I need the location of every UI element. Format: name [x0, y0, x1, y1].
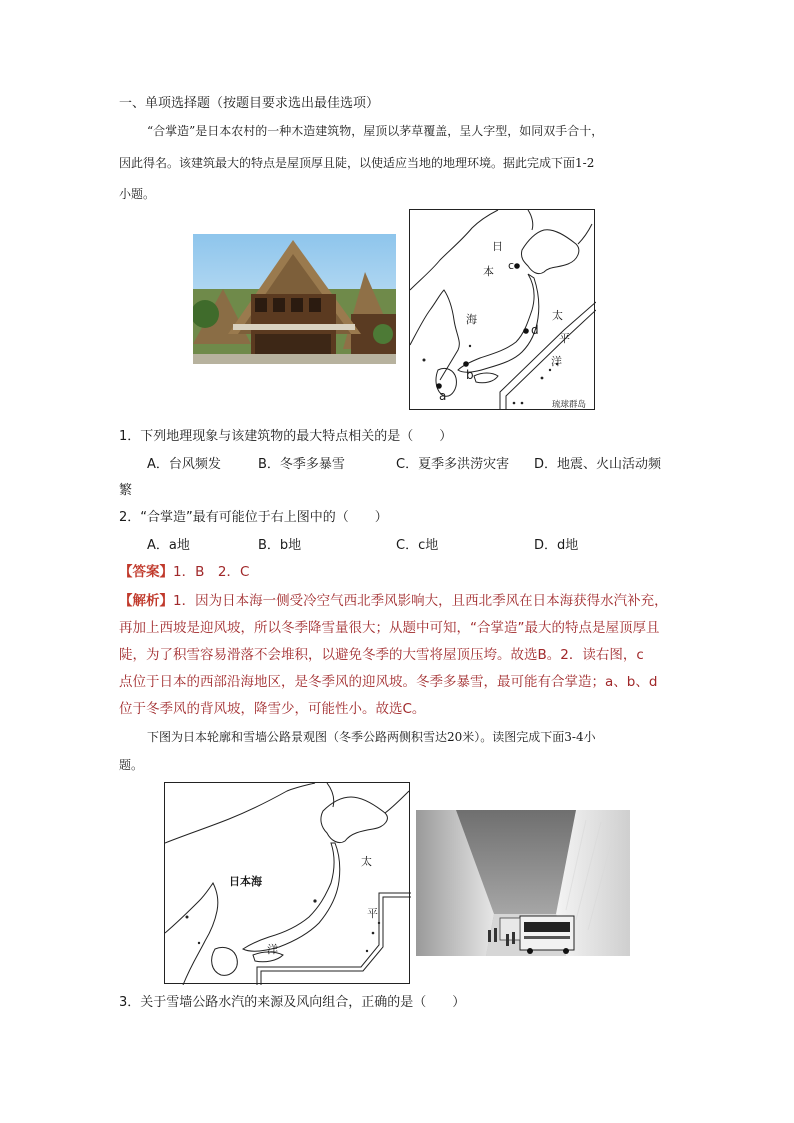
map2-label-sea: 日本海: [229, 875, 262, 888]
map1-label-yang: 洋: [551, 355, 562, 368]
map1-point-d: d: [531, 323, 539, 337]
intro2-line1: 下图为日本轮廓和雪墙公路景观图（冬季公路两侧积雪达20米）。读图完成下面3-4小: [147, 730, 596, 744]
q1-option-a: A．台风频发: [147, 457, 221, 472]
analysis-line5: 位于冬季风的背风坡，降雪少，可能性小。故选C。: [119, 701, 426, 717]
point-a-marker: [436, 383, 442, 389]
analysis-line4: 点位于日本的西部沿海地区，是冬季风的迎风坡。冬季多暴雪，最可能有合掌造；a、b、d: [119, 674, 658, 690]
q1-option-d-wrap: 繁: [119, 483, 133, 498]
map1-point-b: b: [466, 368, 474, 382]
map1-label-ping: 平: [559, 332, 570, 345]
map1-point-c: c: [508, 259, 515, 272]
map2-label-tai: 太: [361, 855, 372, 868]
answer-text: 1．B 2．C: [173, 564, 250, 580]
point-d-marker: [523, 328, 529, 334]
map1-label-ben: 本: [483, 265, 494, 278]
inset-caption: 琉球群岛: [552, 400, 587, 410]
q2-option-d: D．d地: [534, 538, 579, 553]
gassho-house-photo: [193, 234, 396, 364]
map1-label-ri: 日: [492, 240, 503, 253]
map2-label-ping: 平: [367, 907, 378, 920]
intro2-line2: 题。: [119, 758, 144, 772]
q1-stem: 1．下列地理现象与该建筑物的最大特点相关的是（ ）: [119, 429, 453, 444]
answer-line: [119, 558, 249, 586]
intro1-line2: 因此得名。该建筑最大的特点是屋顶厚且陡，以使适应当地的地理环境。据此完成下面1-2: [119, 156, 595, 170]
analysis-line3: 陡，为了积雪容易滑落不会堆积，以避免冬季的大雪将屋顶压垮。故选B。2．读右图，c: [119, 647, 644, 663]
q2-option-b: B．b地: [258, 538, 302, 553]
map1-label-hai: 海: [466, 313, 477, 326]
q3-stem: 3．关于雪墙公路水汽的来源及风向组合，正确的是（ ）: [119, 995, 466, 1010]
point-b-marker: [463, 361, 469, 367]
japan-map-1: [409, 209, 595, 410]
analysis-tag: 【解析】: [119, 593, 173, 609]
q1-option-b: B．冬季多暴雪: [258, 457, 345, 472]
map1-label-tai: 太: [552, 309, 563, 322]
answer-tag: 【答案】: [119, 564, 173, 580]
q1-option-d: D．地震、火山活动频: [534, 457, 662, 472]
analysis-line1: [119, 587, 668, 615]
analysis-text-1: 1．因为日本海一侧受冷空气西北季风影响大，且西北季风在日本海获得水汽补充，: [173, 593, 668, 609]
intro1-line3: 小题。: [119, 187, 156, 201]
section-title: 一、单项选择题（按题目要求选出最佳选项）: [119, 96, 380, 111]
analysis-line2: 再加上西坡是迎风坡，所以冬季降雪量很大；从题中可知，“合掌造”最大的特点是屋顶厚且: [119, 620, 660, 636]
japan-map-2: [164, 782, 410, 984]
q1-option-c: C．夏季多洪涝灾害: [396, 457, 510, 472]
map1-point-a: a: [439, 389, 447, 403]
point-c-marker: [514, 263, 520, 269]
q2-option-c: C．c地: [396, 538, 439, 553]
map2-label-yang: 洋: [267, 943, 278, 956]
snow-wall-road-photo: [416, 810, 630, 956]
q2-option-a: A．a地: [147, 538, 190, 553]
q2-stem: 2．“合掌造”最有可能位于右上图中的（ ）: [119, 510, 388, 525]
intro1-line1: “合掌造”是日本农村的一种木造建筑物，屋顶以茅草覆盖，呈人字型，如同双手合十，: [147, 124, 604, 138]
